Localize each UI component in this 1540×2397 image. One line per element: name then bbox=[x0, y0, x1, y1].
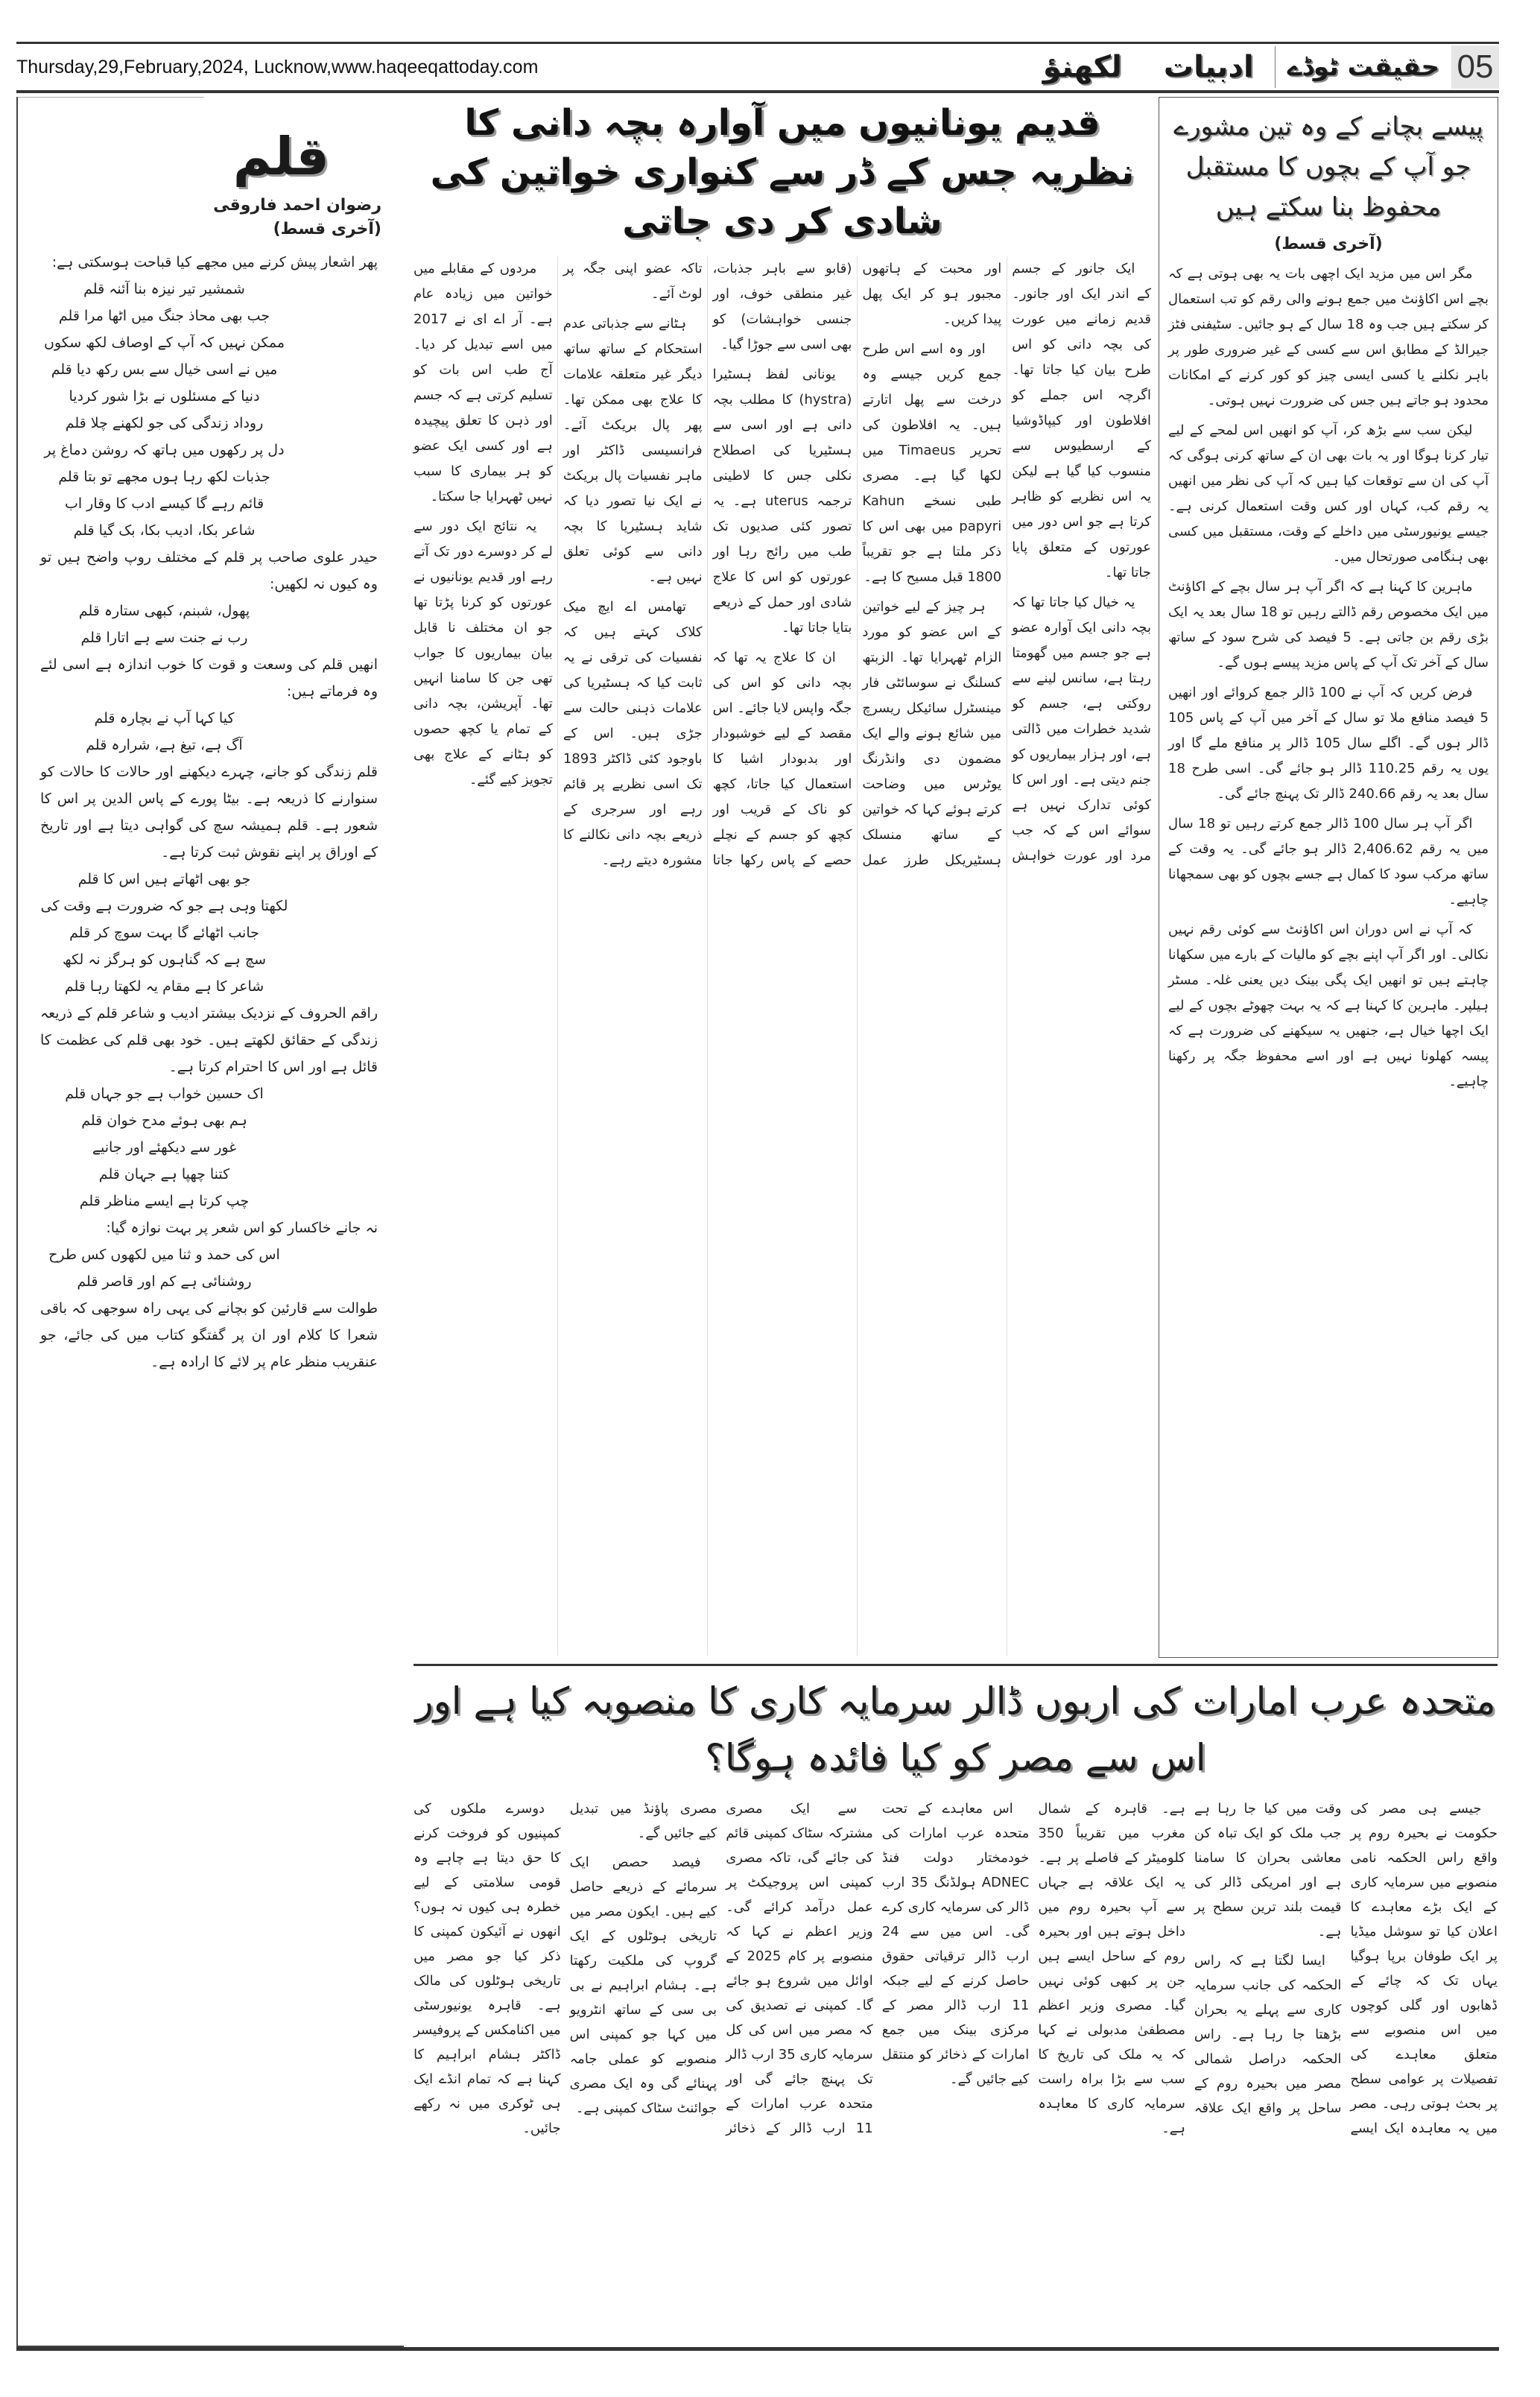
right-installment-label: (آخری قسط) bbox=[1274, 235, 1383, 253]
verse-line: شمشیر تیر نیزہ بنا آئنہ قلم bbox=[83, 281, 245, 297]
article-paragraph: مردوں کے مقابلے میں خواتین میں زیادہ عام ہے۔ آر اے ای نے 2017 میں اسے تبدیل کر دیا۔ آج طب اس بات کو تسلیم کرتی ہے کہ جسم اور ذہن کا تعلق پیچیدہ ہے اور کسی ایک عضو کو ہر بیماری کا سبب نہیں ٹھہرایا جا سکتا۔ bbox=[413, 261, 553, 504]
article-paragraph: ایسا لگتا ہے کہ راس الحکمہ کی جانب سرمایہ کاری سے پہلے یہ بحران بڑھتا جا رہا ہے۔ راس الحکمہ دراصل شمالی مصر میں بحیرہ روم کے ساحل پر واقع ایک علاقہ ہے۔ قاہرہ کے شمال مغرب میں تقریباً 350 کلومیٹر کے فاصلے پر ہے۔ یہ ایک علاقہ ہے جہاں سے آپ بحیرہ روم میں داخل ہوتے ہیں اور بحیرہ روم کے ساحل ایسے ہیں جن پر کبھی کوئی نہیں گیا۔ مصری وزیر اعظم مصطفیٰ مدبولی نے کہا کہ یہ ملک کی تاریخ کا سب سے بڑا براہ راست سرمایہ کاری کا معاہدہ ہے۔ bbox=[1038, 1801, 1342, 2136]
prose-paragraph: طوالت سے قارئین کو بچانے کی یہی راہ سوجھی کہ باقی شعرا کا کلام اور ان پر گفتگو کتاب میں کی جائے، جو عنقریب منظر عام پر لائے کا ارادہ ہے۔ bbox=[40, 1300, 378, 1370]
right-article-headline: پیسے بچانے کے وہ تین مشورے جو آپ کے بچوں کا مستقبل محفوظ بنا سکتے ہیں bbox=[1173, 112, 1483, 222]
article-paragraph: مگر اس میں مزید ایک اچھی بات یہ بھی ہوتی ہے کہ بچے اس اکاؤنٹ میں جمع ہونے والی رقم کو تب استعمال کر سکتے ہیں جب وہ 18 سال کے ہو جائیں۔ سٹیفنی فٹز جیرالڈ کے مطابق اس سے کسی کے غیر ضروری طور پر باہر نکلنے یا کسی ایسی چیز کو کور کرنے کے امکانات محدود ہو جاتے ہیں جس کی ضرورت نہیں ہوتی۔ bbox=[1168, 266, 1489, 408]
bottom-article-body bbox=[413, 1796, 1498, 2340]
verse-line: چپ کرتا ہے ایسے مناظر قلم bbox=[79, 1193, 250, 1209]
verse-line: لکھتا وہی ہے جو کہ ضرورت ہے وقت کی bbox=[40, 898, 288, 914]
verse-line: ہم بھی ہوئے مدح خوان قلم bbox=[81, 1112, 247, 1129]
verse-line: کیا کہا آپ نے بچارہ قلم bbox=[94, 710, 235, 726]
header-divider bbox=[1275, 46, 1276, 88]
verse-line: اک حسین خواب ہے جو جہاں قلم bbox=[65, 1086, 264, 1102]
verse-line: روداد زندگی کی جو لکھنے چلا قلم bbox=[65, 415, 264, 431]
article-paragraph: جیسے ہی مصر کی حکومت نے بحیرہ روم پر واقع راس الحکمہ نامی منصوبے میں سرمایہ کاری کے ایک بڑے معاہدے کا اعلان کیا تو سوشل میڈیا پر ایک طوفان برپا ہوگیا یہاں تک کہ چائے کے ڈھابوں اور گلی کوچوں میں اس منصوبے سے متعلق معاہدے کی تفصیلات پر عوامی سطح پر بحث ہوتی رہی۔ مصر میں یہ معاہدہ ایک ایسے وقت میں کیا جا رہا ہے جب ملک کو ایک تباہ کن معاشی بحران کا سامنا ہے اور امریکی ڈالر کی قیمت بلند ترین سطح پر ہے۔ bbox=[1194, 1801, 1498, 2136]
verse-line: ممکن نہیں کہ آپ کے اوصاف لکھ سکوں bbox=[43, 335, 285, 351]
article-paragraph: یہ خیال کیا جاتا تھا کہ بچہ دانی ایک آوارہ عضو ہے جو جسم میں گھومتا رہتا ہے، سانس لینے سے روکتی ہے، جسم کو شدید خطرات میں ڈالتی ہے، اور ہزار بیماریوں کو جنم دیتی ہے۔ اور اس کا کوئی تدارک نہیں ہے سوائے اس کے کہ جب مرد اور عورت خواہش اور محبت کے ہاتھوں مجبور ہو کر ایک پھل پیدا کریں۔ bbox=[862, 261, 1151, 864]
article-paragraph: دوسرے ملکوں کی کمپنیوں کو فروخت کرنے کا حق دیتا ہے چاہے وہ قومی سلامتی کے لیے خطرہ ہی کیوں نہ ہوں؟ انھوں نے آئیکون کمپنی کا ذکر کیا جو مصر میں تاریخی ہوٹلوں کی مالک ہے۔ قاہرہ یونیورسٹی میں اکنامکس کے پروفیسر ڈاکٹر ہشام ابراہیم کا کہنا ہے کہ تمام انڈے ایک ہی ٹوکری میں نہ رکھے جائیں۔ bbox=[413, 1801, 561, 2136]
prose-paragraph: راقم الحروف کے نزدیک بیشتر ادیب و شاعر قلم کے ذریعہ زندگی کے حقائق لکھتے ہیں۔ خود بھی قلم کی عظمت کا قائل ہے اور اس کا احترام کرتا ہے۔ bbox=[40, 1005, 378, 1075]
verse-line: دنیا کے مسئلوں نے بڑا شور کردیا bbox=[69, 388, 260, 405]
middle-article-body bbox=[413, 256, 1151, 1656]
article-paragraph: ان کا علاج یہ تھا کہ بچہ دانی کو اس کی جگہ واپس لایا جائے۔ اس مقصد کے لیے خوشبودار اور بدبودار اشیا کا استعمال کیا جاتا، کچھ کو ناک کے قریب اور کچھ کو جسم کے نچلے حصے کے پاس رکھا جاتا تاکہ عضو اپنی جگہ پر لوٹ آئے۔ bbox=[563, 261, 852, 868]
article-paragraph: اگر آپ ہر سال 100 ڈالر جمع کرتے رہیں تو 18 سال میں یہ رقم 2,406.62 ڈالر ہو جائے گی۔ یہ وقت کے ساتھ مرکب سود کا کمال ہے جسے بچوں کو بھی سمجھانا چاہیے۔ bbox=[1168, 816, 1489, 908]
prose-paragraph: انھیں قلم کی وسعت و قوت کا خوب اندازہ ہے اسی لئے وہ فرماتے ہیں: bbox=[40, 656, 378, 700]
verse-line: سچ ہے کہ گناہوں کو ہرگز نہ لکھ bbox=[62, 951, 267, 968]
prose-paragraph: نہ جانے خاکسار کو اس شعر پر بہت نوازہ گیا: bbox=[106, 1220, 378, 1236]
verse-line: اس کی حمد و ثنا میں لکھوں کس طرح bbox=[48, 1247, 280, 1263]
bottom-article-headline: متحدہ عرب امارات کی اربوں ڈالر سرمایہ کاری کا منصوبہ کیا ہے اور اس سے مصر کو کیا فائدہ ہوگا؟ bbox=[415, 1679, 1496, 1779]
article-paragraph: یہ نتائج ایک دور سے لے کر دوسرے دور تک آتے رہے اور قدیم یونانیوں نے عورتوں کو کرنا پڑتا تھا جو ان مختلف نا قابل بیان بیماریوں کا جواب تھی جن کا سامنا انہیں تھا۔ آپریشن، بچہ دانی کے تمام یا کچھ حصوں کو ہٹانے کے علاج بھی تجویز کیے گئے۔ bbox=[413, 519, 553, 788]
article-paragraph: ہٹانے سے جذباتی عدم استحکام کے ساتھ ساتھ دیگر غیر متعلقہ علامات کا علاج بھی ممکن تھا۔ پھر پال بریکٹ آئے۔ فرانسیسی ڈاکٹر اور ماہر نفسیات پال بریکٹ نے ایک نیا تصور دیا کہ شاید ہسٹیریا کا بچہ دانی سے کوئی تعلق نہیں ہے۔ bbox=[563, 316, 703, 585]
top-rule bbox=[16, 42, 1499, 44]
verse-line: جذبات لکھ رہا ہوں مجھے تو بتا قلم bbox=[58, 469, 270, 485]
middle-article-headline: قدیم یونانیوں میں آوارہ بچہ دانی کا نظریہ جس کے ڈر سے کنواری خواتین کی شادی کر دی جاتی bbox=[430, 102, 1135, 242]
verse-line: شاعر بکا، ادیب بکا، بک گیا قلم bbox=[73, 522, 256, 539]
verse-line: شاعر کا ہے مقام یہ لکھتا رہا قلم bbox=[64, 978, 264, 995]
verse-line: روشنائی ہے کم اور قاصر قلم bbox=[77, 1273, 252, 1290]
bottom-section-rule bbox=[413, 1664, 1498, 1666]
article-paragraph: کہ آپ نے اس دوران اس اکاؤنٹ سے کوئی رقم نہیں نکالی۔ اور اگر آپ اپنے بچے کو مالیات کے بارے میں سکھانا چاہتے ہیں تو انھیں ایک پگی بینک دیں یعنی غلہ۔ مسٹر ہیلپر۔ ماہرین کا کہنا ہے کہ یہ بہت چھوٹے بچوں کے لیے ایک اچھا خیال ہے، جنھیں یہ سیکھنے کی ضرورت ہے کہ پیسہ کھلونا نہیں ہے اور اسے محفوظ جگہ پر رکھنا چاہیے۔ bbox=[1168, 922, 1489, 1089]
middle-article bbox=[413, 98, 1151, 1656]
verse-line: میں نے اسی خیال سے بس رکھ دیا قلم bbox=[51, 361, 278, 378]
prose-paragraph: پھر اشعار پیش کرنے میں مجھے کیا قباحت ہوسکتی ہے: bbox=[51, 254, 378, 270]
verse-line: غور سے دیکھئے اور جانیے bbox=[92, 1139, 237, 1156]
left-article-qalam bbox=[16, 97, 404, 2347]
bottom-article bbox=[413, 1673, 1498, 2340]
verse-line: رب نے جنت سے ہے اتارا قلم bbox=[80, 630, 248, 646]
article-paragraph: یونانی لفظ ہسٹیرا (hystra) کا مطلب بچہ دانی ہے اور اسی سے ہسٹیریا کی اصطلاح نکلی جس کا لاطینی ترجمہ uterus ہے۔ یہ تصور کئی صدیوں تک طب میں رائج رہا اور عورتوں کو اس کا علاج شادی اور حمل کے ذریعے بتایا جاتا تھا۔ bbox=[712, 367, 852, 636]
installment-label: (آخری قسط) bbox=[273, 220, 381, 238]
article-paragraph: ہر چیز کے لیے خواتین کے اس عضو کو مورد الزام ٹھہرایا تھا۔ الزبتھ کسلنگ نے سوسائٹی فار مینسٹرل سائیکل ریسرچ میں شائع ہونے والے ایک مضمون دی وانڈرنگ یوٹرس میں وضاحت کرتے ہوئے کہا کہ خواتین کے ساتھ منسلک ہسٹیریکل طرز عمل (قابو سے باہر جذبات، غیر منطقی خوف، اور جنسی خواہشات) کو بھی اسی سے جوڑا گیا۔ bbox=[712, 261, 1002, 868]
header-bottom-rule bbox=[16, 90, 1499, 93]
verse-line: دل پر رکھوں میں ہاتھ کہ روشن دماغ پر bbox=[44, 442, 285, 458]
right-article-box bbox=[1159, 97, 1498, 1658]
article-paragraph: اور وہ اسے اس طرح جمع کریں جیسے وہ درخت سے پھل اتارتے ہیں۔ یہ افلاطون کی تحریر Timaeus میں لکھا گیا ہے۔ مصری طبی نسخے Kahun papyri میں بھی اس کا ذکر ملتا ہے جو تقریباً 1800 قبل مسیح کا ہے۔ bbox=[862, 341, 1002, 585]
left-article-body bbox=[33, 249, 385, 1375]
verse-line: جب بھی محاذ جنگ میں اٹھا مرا قلم bbox=[58, 308, 270, 324]
verse-line: جو بھی اٹھاتے ہیں اس کا قلم bbox=[77, 871, 251, 887]
section-title: ادبیات bbox=[1163, 50, 1254, 84]
article-paragraph: ایک جانور کے جسم کے اندر ایک اور جانور۔ قدیم زمانے میں عورت کی بچہ دانی کو اس طرح بیان کیا جاتا تھا۔ اگرچہ اس جملے کو افلاطون اور کیپاڈوشیا کے ارسطیوس سے منسوب کیا گیا ہے لیکن یہ اس نظریے کو ظاہر کرتا ہے جو اس دور میں عورتوں کے متعلق پایا جاتا تھا۔ bbox=[1012, 261, 1151, 580]
verse-line: کتنا چھپا ہے جہان قلم bbox=[98, 1166, 230, 1182]
prose-paragraph: حیدر علوی صاحب پر قلم کے مختلف روپ واضح ہیں تو وہ کیوں نہ لکھیں: bbox=[40, 549, 378, 592]
verse-line: آگ ہے، تیغ ہے، شرارہ قلم bbox=[86, 737, 243, 753]
right-article-body bbox=[1168, 262, 1489, 1099]
masthead-logo: حقیقت ٹوڈے bbox=[1287, 52, 1439, 82]
article-paragraph: فرض کریں کہ آپ نے 100 ڈالر جمع کروائے اور انھیں 5 فیصد منافع ملا تو سال کے آخر میں آپ کے پاس 105 ڈالر ہوں گے۔ اگلے سال 105 ڈالر پر منافع ملے گا اور یوں یہ رقم 110.25 ڈالر ہو جائے گی۔ اسی طرح 18 سال بعد یہ رقم 240.66 ڈالر تک پہنچ جائے گی۔ bbox=[1168, 685, 1489, 802]
verse-line: جانب اٹھائے گا بہت سوچ کر قلم bbox=[69, 925, 259, 941]
verse-line: پھول، شبنم، کبھی ستارہ قلم bbox=[78, 603, 250, 619]
prose-paragraph: قلم زندگی کو جانے، چہرے دیکھنے اور حالات کا حالات کو سنوارنے کا ذریعہ ہے۔ بیٹا پورے کے پاس الدین پر اس کا شعور ہے۔ قلم ہمیشہ سچ کی گواہی دیتا ہے اور تاریخ کے اوراق پر اپنے نقوش ثبت کرتا ہے۔ bbox=[40, 764, 378, 861]
left-top-line bbox=[18, 97, 204, 98]
article-paragraph: تھامس اے ایچ میک کلاک کہتے ہیں کہ نفسیات کی ترقی نے یہ ثابت کیا کہ ہسٹیریا کی علامات ذہنی حالت سے جڑی ہیں۔ اس کے باوجود کئی ڈاکٹر 1893 تک اسی نظریے پر قائم رہے اور سرجری کے ذریعے بچہ دانی نکالنے کا مشورہ دیتے رہے۔ bbox=[563, 599, 703, 868]
page-bottom-rule bbox=[16, 2347, 1499, 2351]
dateline: Thursday,29,February,2024, Lucknow,www.haqeeqattoday.com bbox=[16, 56, 539, 77]
city-label: لکھنؤ bbox=[1042, 50, 1122, 84]
page-number: 05 bbox=[1451, 45, 1499, 89]
article-paragraph: اس معاہدے کے تحت متحدہ عرب امارات کی خودمختار دولت فنڈ ADNEC ہولڈنگ 35 ارب ڈالر کی سرمایہ کاری کرے گی۔ اس میں سے 24 ارب ڈالر ترقیاتی حقوق حاصل کرنے کے لیے جبکہ 11 ارب ڈالر مصر کے مرکزی بینک میں جمع امارات کے ذخائر کو منتقل کیے جائیں گے۔ bbox=[881, 1801, 1030, 2087]
article-paragraph: فیصد حصص ایک سرمائے کے ذریعے حاصل کیے ہیں۔ ایکون مصر میں تاریخی ہوٹلوں کے ایک گروپ کی ملکیت رکھتا ہے۔ ہشام ابراہیم نے بی بی سی کے ساتھ انٹرویو میں کہا جو کمپنی اس منصوبے کو عملی جامہ پہنائے گی وہ ایک مصری جوائنٹ سٹاک کمپنی ہے۔ bbox=[569, 1855, 717, 2116]
author-byline: رضوان احمد فاروقی bbox=[213, 196, 381, 215]
article-paragraph: سے ایک مصری مشترکہ سٹاک کمپنی قائم کی جائے گی، تاکہ مصری کمپنی اس پروجیکٹ پر عمل درآمد کرائے گی۔ وزیر اعظم نے کہا کہ منصوبے پر کام 2025 کے اوائل میں شروع ہو جائے گا۔ کمپنی نے تصدیق کی کہ مصر میں اس کی کل سرمایہ کاری 35 ارب ڈالر تک پہنچ جائے گی اور متحدہ عرب امارات کے 11 ارب ڈالر کے ذخائر مصری پاؤنڈ میں تبدیل کیے جائیں گے۔ bbox=[569, 1801, 873, 2136]
left-article-title: قلم bbox=[232, 126, 329, 187]
header-bar bbox=[16, 45, 1499, 89]
article-paragraph: لیکن سب سے بڑھ کر، آپ کو انھیں اس لمحے کے لیے تیار کرنا ہوگا اور یہ بات بھی ان کے ساتھ کرنی ہوگی کہ آپ کی ان سے توقعات کیا ہیں کہ آپ کی نظر میں انھیں یہ رقم کب، کہاں اور کس وقت استعمال کرنی ہے۔ جیسے یونیورسٹی میں داخلے کے وقت، مستقبل میں کسی بھی ہنگامی صورتحال میں۔ bbox=[1168, 422, 1489, 565]
verse-line: قائم رہے گا کیسے ادب کا وقار اب bbox=[64, 495, 264, 512]
article-paragraph: ماہرین کا کہنا ہے کہ اگر آپ ہر سال بچے کے اکاؤنٹ میں ایک مخصوص رقم ڈالتے رہیں تو 18 سال بعد یہ ایک بڑی رقم بن جاتی ہے۔ 5 فیصد کی شرح سود کے ساتھ سال کے آخر تک آپ کے پاس مزید پیسے ہوں گے۔ bbox=[1168, 579, 1489, 671]
